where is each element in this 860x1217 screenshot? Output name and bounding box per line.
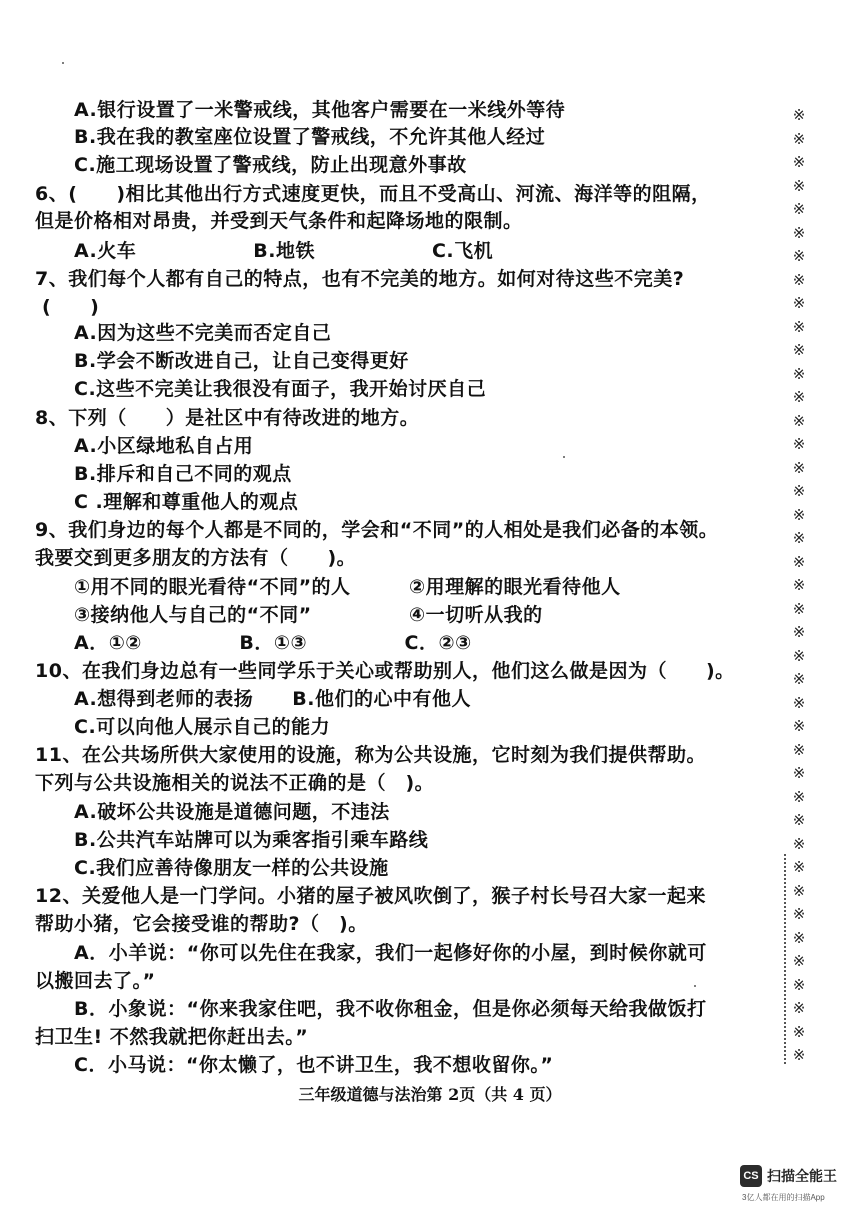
margin-mark: ※: [792, 435, 806, 453]
margin-mark: ※: [792, 529, 806, 547]
text-line: C.可以向他人展示自己的能力: [74, 716, 331, 738]
margin-mark: ※: [792, 505, 806, 524]
text-line: C.这些不完美让我很没有面子，我开始讨厌自己: [74, 378, 487, 400]
text-line: 6、( )相比其他出行方式速度更快，而且不受高山、河流、海洋等的阻隔，: [35, 183, 711, 205]
watermark-name: 扫描全能王: [767, 1168, 837, 1184]
margin-mark: ※: [792, 482, 806, 500]
margin-mark: ※: [792, 905, 806, 923]
margin-mark: ※: [792, 1046, 806, 1064]
text-line: 11、在公共场所供大家使用的设施，称为公共设施，它时刻为我们提供帮助。: [35, 744, 706, 766]
text-line: B.学会不断改进自己，让自己变得更好: [74, 350, 409, 372]
scan-speck: [694, 985, 696, 987]
margin-mark: ※: [792, 270, 806, 289]
scan-speck: [62, 62, 64, 64]
margin-mark: ※: [792, 952, 806, 970]
text-line: A.因为这些不完美而否定自己: [74, 322, 332, 344]
margin-mark: ※: [792, 153, 806, 171]
margin-mark: ※: [792, 247, 806, 265]
margin-mark: ※: [792, 787, 806, 806]
scan-speck: [563, 456, 565, 458]
margin-mark: ※: [792, 223, 806, 242]
margin-mark: ※: [792, 646, 806, 665]
text-line: B.我在我的教室座位设置了警戒线，不允许其他人经过: [74, 126, 546, 148]
margin-mark: ※: [792, 599, 806, 618]
margin-mark: ※: [792, 388, 806, 406]
watermark-tagline: 3亿人都在用的扫描App: [742, 1193, 825, 1202]
text-line: 扫卫生! 不然我就把你赶出去。”: [35, 1026, 309, 1048]
scanner-watermark: [740, 1165, 837, 1187]
text-line: 9、我们身边的每个人都是不同的，学会和“不同”的人相处是我们必备的本领。: [35, 519, 719, 541]
margin-mark: ※: [792, 294, 806, 312]
text-line: A.银行设置了一米警戒线，其他客户需要在一米线外等待: [74, 99, 566, 121]
text-line: A．①② B．①③ C．②③: [74, 632, 472, 654]
margin-mark: ※: [792, 129, 806, 148]
text-line: ①用不同的眼光看待“不同”的人 ②用理解的眼光看待他人: [74, 576, 621, 598]
margin-mark: ※: [792, 811, 806, 829]
text-line: 12、关爱他人是一门学问。小猪的屋子被风吹倒了，猴子村长号召大家一起来: [35, 885, 706, 907]
margin-mark: ※: [792, 764, 806, 782]
text-line: C．小马说：“你太懒了，也不讲卫生，我不想收留你。”: [74, 1054, 554, 1076]
margin-mark: ※: [792, 341, 806, 359]
text-line: A.破坏公共设施是道德问题，不违法: [74, 801, 390, 823]
text-line: 10、在我们身边总有一些同学乐于关心或帮助别人，他们这么做是因为（ )。: [35, 660, 735, 682]
margin-mark: ※: [792, 858, 806, 876]
margin-mark: ※: [792, 881, 806, 900]
margin-mark: ※: [792, 670, 806, 688]
page-footer: 三年级道德与法治第 2页（共 4 页）: [298, 1085, 562, 1104]
margin-mark: ※: [792, 999, 806, 1017]
text-line: B.排斥和自己不同的观点: [74, 463, 292, 485]
margin-mark: ※: [792, 364, 806, 383]
text-line: C .理解和尊重他人的观点: [74, 491, 299, 513]
text-line: C.施工现场设置了警戒线，防止出现意外事故: [74, 154, 467, 176]
margin-mark: ※: [792, 200, 806, 218]
text-line: A.火车 B.地铁 C.飞机: [74, 240, 494, 262]
text-line: 8、下列（ ）是社区中有待改进的地方。: [35, 407, 420, 429]
margin-mark: ※: [792, 317, 806, 336]
margin-mark: ※: [792, 975, 806, 994]
text-line: ③接纳他人与自己的“不同” ④一切听从我的: [74, 604, 543, 626]
margin-mark: ※: [792, 834, 806, 853]
margin-mark: ※: [792, 458, 806, 477]
margin-mark: ※: [792, 176, 806, 195]
text-line: B.公共汽车站牌可以为乘客指引乘车路线: [74, 829, 429, 851]
text-line: 我要交到更多朋友的方法有（ )。: [35, 547, 357, 569]
text-line: 帮助小猪，它会接受谁的帮助?（ )。: [35, 913, 368, 935]
text-line: 但是价格相对昂贵，并受到天气条件和起降场地的限制。: [35, 210, 523, 232]
margin-mark: ※: [792, 411, 806, 430]
binding-dotted-line: [784, 854, 788, 1064]
margin-mark: ※: [792, 717, 806, 735]
margin-mark: ※: [792, 106, 806, 124]
text-line: C.我们应善待像朋友一样的公共设施: [74, 857, 389, 879]
margin-mark: ※: [792, 928, 806, 947]
text-line: 7、我们每个人都有自己的特点，也有不完美的地方。如何对待这些不完美?: [35, 268, 685, 290]
text-line: 下列与公共设施相关的说法不正确的是（ )。: [35, 772, 435, 794]
text-line: A．小羊说：“你可以先住在我家，我们一起修好你的小屋，到时候你就可: [74, 942, 707, 964]
camscanner-logo-icon: CS: [740, 1165, 762, 1187]
text-line: A.想得到老师的表扬 B.他们的心中有他人: [74, 688, 471, 710]
margin-mark: ※: [792, 623, 806, 641]
margin-mark: ※: [792, 1022, 806, 1041]
binding-margin-marks: [786, 104, 812, 1068]
margin-mark: ※: [792, 576, 806, 594]
text-line: 以搬回去了。”: [35, 970, 156, 992]
margin-mark: ※: [792, 740, 806, 759]
margin-mark: ※: [792, 693, 806, 712]
text-line: A.小区绿地私自占用: [74, 435, 254, 457]
text-line: ( ): [42, 296, 100, 318]
text-line: B．小象说：“你来我家住吧，我不收你租金，但是你必须每天给我做饭打: [74, 998, 707, 1020]
margin-mark: ※: [792, 552, 806, 571]
